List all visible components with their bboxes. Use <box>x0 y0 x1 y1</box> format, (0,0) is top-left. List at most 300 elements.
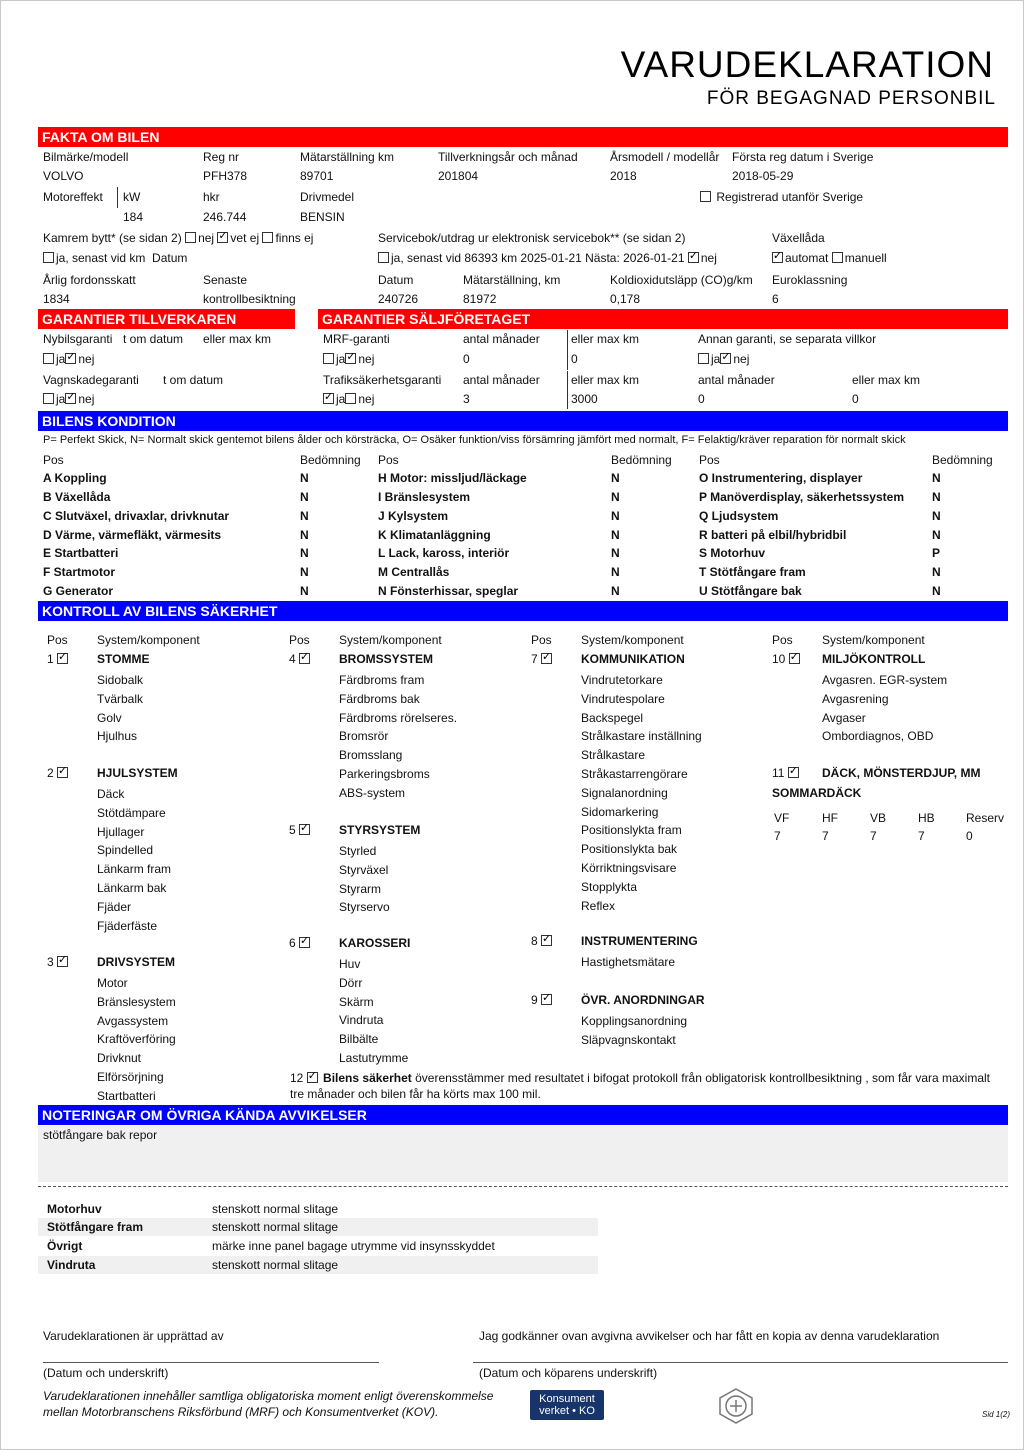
value-bilmarke: VOLVO <box>43 169 84 183</box>
group-6-item: Vindruta <box>339 1013 384 1027</box>
tyre-header: Reserv <box>966 811 1005 825</box>
deviation-label: Motorhuv <box>47 1202 102 1216</box>
label-senaste: Senaste <box>203 273 248 287</box>
group-10-pos <box>772 652 802 666</box>
group-number: 3 <box>47 955 54 969</box>
kondition-item-label: P Manöverdisplay, säkerhetssystem <box>699 490 904 504</box>
tyre-value: 7 <box>918 829 925 843</box>
value-euroklass: 6 <box>772 292 779 306</box>
value-trafik-manader: 3 <box>463 392 470 406</box>
group-5-item: Styrarm <box>339 882 381 896</box>
kondition-item-label: E Startbatteri <box>43 546 119 560</box>
kondition-item-label: O Instrumentering, displayer <box>699 471 863 485</box>
label-kw: kW <box>123 190 141 204</box>
vagnskada-ja-checkbox[interactable] <box>43 393 54 404</box>
kamrem-row <box>43 231 313 245</box>
annan-nej-checkbox[interactable] <box>720 353 731 364</box>
deviation-label: Vindruta <box>47 1258 96 1272</box>
value-arsmodell: 2018 <box>610 169 637 183</box>
group-4-title: BROMSSYSTEM <box>339 652 434 666</box>
group-number: 8 <box>531 934 538 948</box>
group-7-item: Stopplykta <box>581 880 638 894</box>
kondition-item-label: L Lack, kaross, interiör <box>378 546 510 560</box>
mrf-janej <box>323 352 374 366</box>
value-tillverkning: 201804 <box>438 169 479 183</box>
label-annan-garanti: Annan garanti, se separata villkor <box>698 332 877 346</box>
upprattad-label: Varudeklarationen är upprättad av <box>43 1329 224 1343</box>
group-12-checkbox[interactable] <box>307 1072 318 1083</box>
group-10-checkbox[interactable] <box>789 653 800 664</box>
section-sakerhet-heading: KONTROLL AV BILENS SÄKERHET <box>38 601 1008 621</box>
group-9-item: Släpvagnskontakt <box>581 1033 676 1047</box>
label-euroklass: Euroklassning <box>772 273 848 287</box>
nybil-ja-checkbox[interactable] <box>43 353 54 364</box>
kondition-item-value: N <box>932 528 941 542</box>
label-ja: ja <box>711 352 721 366</box>
mrf-nej-checkbox[interactable] <box>345 353 356 364</box>
logo-line-2: verket • KO <box>539 1405 595 1417</box>
kondition-legend: P= Perfekt Skick, N= Normalt skick gentemot bilens ålder och körsträcka, O= Osäker funktion/viss försämring jämfört med normalt, F= Felaktig/kräver reparation för normalt skick <box>43 434 906 446</box>
label-datum: Datum <box>152 251 188 265</box>
section-noteringar-heading: NOTERINGAR OM ÖVRIGA KÄNDA AVVIKELSER <box>38 1105 1008 1125</box>
group-1-item: Tvärbalk <box>97 692 144 706</box>
tyre-value: 0 <box>966 829 973 843</box>
group-number: 1 <box>47 652 54 666</box>
group-9-checkbox[interactable] <box>541 994 552 1005</box>
label-nej: nej <box>198 231 215 245</box>
group-number: 4 <box>289 652 296 666</box>
group-1-item: Hjulhus <box>97 729 138 743</box>
group-11-subtitle: SOMMARDÄCK <box>772 786 862 800</box>
kondition-item-value: N <box>611 546 620 560</box>
value-regnr: PFH378 <box>203 169 248 183</box>
kondition-item-value: N <box>300 471 309 485</box>
kondition-item-label: A Koppling <box>43 471 107 485</box>
sakerhet-pos-header: Pos <box>531 633 552 647</box>
kondition-item-label: U Stötfångare bak <box>699 584 802 598</box>
group-6-pos <box>289 936 312 950</box>
mrf-ja-checkbox[interactable] <box>323 353 334 364</box>
group-number: 7 <box>531 652 538 666</box>
servicebok-ja-checkbox[interactable] <box>378 252 389 263</box>
group-11-pos <box>772 766 801 780</box>
label-ja: ja <box>336 392 346 406</box>
kondition-item-value: P <box>932 546 941 560</box>
group-6-item: Lastutrymme <box>339 1051 409 1065</box>
group-7-item: Reflex <box>581 899 616 913</box>
group-8-item: Hastighetsmätare <box>581 955 676 969</box>
sakerhet-pos-header: Pos <box>289 633 310 647</box>
group-number: 2 <box>47 766 54 780</box>
group-7-item: Strålkastare inställning <box>581 729 702 743</box>
label-antal-manader: antal månader <box>463 373 540 387</box>
kondition-bedomning-header: Bedömning <box>300 453 361 467</box>
group-7-item: Vindrutetorkare <box>581 673 663 687</box>
kondition-item-value: N <box>932 584 941 598</box>
label-nej: nej <box>733 352 750 366</box>
group-7-item: Positionslykta fram <box>581 823 682 837</box>
group-7-item: Signalanordning <box>581 786 668 800</box>
deviation-label: Övrigt <box>47 1239 83 1253</box>
tyre-header: VF <box>774 811 790 825</box>
kamrem-ja-row <box>43 251 187 265</box>
group-7-item: Stråkastarrengörare <box>581 767 688 781</box>
trafik-ja-checkbox[interactable] <box>323 393 334 404</box>
kamrem-vet-ej-checkbox[interactable] <box>217 232 228 243</box>
annan-janej <box>698 352 749 366</box>
group-number: 12 <box>290 1071 304 1085</box>
group-11-checkbox[interactable] <box>788 767 799 778</box>
label-tillverkning: Tillverkningsår och månad <box>438 150 578 164</box>
tyre-header: VB <box>870 811 887 825</box>
value-mrf-km: 0 <box>571 352 578 366</box>
group-5-title: STYRSYSTEM <box>339 823 421 837</box>
group-6-checkbox[interactable] <box>299 937 310 948</box>
group-7-item: Positionslykta bak <box>581 842 678 856</box>
value-drivmedel: BENSIN <box>300 210 345 224</box>
group-4-item: ABS-system <box>339 786 406 800</box>
group-7-item: Körriktningsvisare <box>581 861 677 875</box>
kamrem-ja-checkbox[interactable] <box>43 252 54 263</box>
group-2-item: Däck <box>97 787 125 801</box>
label-ja: ja <box>56 352 66 366</box>
kondition-item-value: N <box>611 471 620 485</box>
group-4-item: Färdbroms fram <box>339 673 425 687</box>
group-5-pos <box>289 823 312 837</box>
kondition-item-value: N <box>300 490 309 504</box>
deviation-value: stenskott normal slitage <box>212 1258 339 1272</box>
value-forsta-reg: 2018-05-29 <box>732 169 794 183</box>
document-subtitle: FÖR BEGAGNAD PERSONBIL <box>706 88 996 109</box>
servicebok-nej-checkbox[interactable] <box>688 252 699 263</box>
kondition-bedomning-header: Bedömning <box>932 453 993 467</box>
nybil-nej-checkbox[interactable] <box>65 353 76 364</box>
divider <box>117 187 118 208</box>
group-1-title: STOMME <box>97 652 150 666</box>
kondition-item-value: N <box>611 565 620 579</box>
kondition-item-label: K Klimatanläggning <box>378 528 491 542</box>
kondition-item-value: N <box>300 528 309 542</box>
group-2-item: Länkarm fram <box>97 862 172 876</box>
deviation-value: stenskott normal slitage <box>212 1220 339 1234</box>
group-4-item: Parkeringsbroms <box>339 767 430 781</box>
signature-line-buyer[interactable] <box>473 1362 1008 1363</box>
label-eller-max-km: eller max km <box>852 373 921 387</box>
value-skatt: 1834 <box>43 292 70 306</box>
group-2-checkbox[interactable] <box>57 767 68 778</box>
kondition-item-value: N <box>611 528 620 542</box>
kondition-item-label: H Motor: missljud/läckage <box>378 471 527 485</box>
trafik-nej-checkbox[interactable] <box>345 393 356 404</box>
label-mrf-garanti: MRF-garanti <box>323 332 390 346</box>
group-2-item: Stötdämpare <box>97 806 166 820</box>
datum-kopare-label: (Datum och köparens underskrift) <box>479 1366 658 1380</box>
label-hkr: hkr <box>203 190 220 204</box>
group-4-item: Färdbroms bak <box>339 692 420 706</box>
sakerhet-pos-header: Pos <box>772 633 793 647</box>
section-garantier-saljforetaget-heading: GARANTIER SÄLJFÖRETAGET <box>318 309 1008 329</box>
group-7-item: Sidomarkering <box>581 805 659 819</box>
kondition-item-value: N <box>611 509 620 523</box>
value-kw: 184 <box>123 210 144 224</box>
label-antal-manader: antal månader <box>698 373 775 387</box>
label-eller-max-km: eller max km <box>571 373 640 387</box>
signature-line-seller[interactable] <box>43 1362 379 1363</box>
group-5-item: Styrväxel <box>339 863 389 877</box>
kondition-item-label: B Växellåda <box>43 490 111 504</box>
group-1-pos <box>47 652 70 666</box>
group-10-item: Avgasren. EGR-system <box>822 673 948 687</box>
group-12-bold: Bilens säkerhet <box>323 1071 412 1085</box>
group-11-title: DÄCK, MÖNSTERDJUP, MM <box>822 766 981 780</box>
group-1-checkbox[interactable] <box>57 653 68 664</box>
nybil-janej <box>43 352 94 366</box>
value-annan-km: 0 <box>852 392 859 406</box>
label-koldioxid: Koldioxidutsläpp (CO)g/km <box>610 273 753 287</box>
label-vet-ej: vet ej <box>230 231 260 245</box>
label-automat: automat <box>785 251 829 265</box>
notes-area[interactable] <box>38 1126 1008 1182</box>
kondition-item-value: N <box>300 509 309 523</box>
group-7-title: KOMMUNIKATION <box>581 652 685 666</box>
label-besikt-matar: Mätarställning, km <box>463 273 561 287</box>
value-matarstallning: 89701 <box>300 169 334 183</box>
group-3-item: Elförsörjning <box>97 1070 164 1084</box>
group-10-title: MILJÖKONTROLL <box>822 652 926 666</box>
label-regnr: Reg nr <box>203 150 240 164</box>
label-ja: ja <box>56 392 66 406</box>
kondition-item-value: N <box>932 509 941 523</box>
label-t-om-datum: t om datum <box>123 332 184 346</box>
kondition-item-value: N <box>300 546 309 560</box>
group-1-item: Sidobalk <box>97 673 144 687</box>
label-service-ja: ja, senast vid 86393 km 2025-01-21 Nästa: 2026-01-21 <box>391 251 685 265</box>
kondition-item-value: N <box>932 490 941 504</box>
kondition-item-label: R batteri på elbil/hybridbil <box>699 528 847 542</box>
group-5-item: Styrservo <box>339 900 390 914</box>
group-6-item: Skärm <box>339 995 374 1009</box>
label-eller-max-km: eller max km <box>571 332 640 346</box>
group-4-checkbox[interactable] <box>299 653 310 664</box>
section-fakta-heading: FAKTA OM BILEN <box>38 127 1008 147</box>
label-eller-max-km: eller max km <box>203 332 272 346</box>
sakerhet-system-header: System/komponent <box>339 633 442 647</box>
group-3-item: Startbatteri <box>97 1089 156 1103</box>
trafik-janej <box>323 392 374 406</box>
page-number: Sid 1(2) <box>982 1410 1011 1419</box>
label-manuell: manuell <box>844 251 887 265</box>
value-mrf-manader: 0 <box>463 352 470 366</box>
label-forsta-reg: Första reg datum i Sverige <box>732 150 874 164</box>
sakerhet-system-header: System/komponent <box>97 633 200 647</box>
group-12-row <box>290 1071 990 1085</box>
group-2-item: Fjäderfäste <box>97 919 158 933</box>
kondition-item-value: N <box>300 565 309 579</box>
kondition-item-label: I Bränslesystem <box>378 490 471 504</box>
label-nej: nej <box>78 352 95 366</box>
group-6-item: Huv <box>339 957 361 971</box>
section-garantier-tillverkaren-heading: GARANTIER TILLVERKAREN <box>38 309 295 329</box>
group-5-item: Styrled <box>339 844 377 858</box>
automat-checkbox[interactable] <box>772 252 783 263</box>
registrerad-utanfor-checkbox[interactable] <box>700 190 863 204</box>
kondition-item-label: F Startmotor <box>43 565 115 579</box>
value-hkr: 246.744 <box>203 210 247 224</box>
group-number: 5 <box>289 823 296 837</box>
kondition-item-label: T Stötfångare fram <box>699 565 806 579</box>
kondition-item-label: D Värme, värmefläkt, värmesits <box>43 528 222 542</box>
divider <box>38 1186 1008 1187</box>
group-3-item: Motor <box>97 976 128 990</box>
group-2-pos <box>47 766 70 780</box>
label-arlig-skatt: Årlig fordonsskatt <box>43 273 136 287</box>
notes-text: stötfångare bak repor <box>43 1128 158 1142</box>
vaxellada-row <box>772 251 887 265</box>
kondition-item-label: M Centrallås <box>378 565 450 579</box>
kondition-item-label: C Slutväxel, drivaxlar, drivknutar <box>43 509 230 523</box>
group-12-text2: tre månader och bilen får ha körts max 100 mil. <box>290 1087 541 1101</box>
manuell-checkbox[interactable] <box>832 252 843 263</box>
label-kamrem: Kamrem bytt* (se sidan 2) <box>43 231 182 245</box>
kondition-item-value: N <box>932 565 941 579</box>
group-3-item: Bränslesystem <box>97 995 176 1009</box>
group-9-title: ÖVR. ANORDNINGAR <box>581 993 705 1007</box>
tyre-value: 7 <box>870 829 877 843</box>
datum-underskrift-label: (Datum och underskrift) <box>43 1366 169 1380</box>
annan-ja-checkbox[interactable] <box>698 353 709 364</box>
value-besikt-matar: 81972 <box>463 292 497 306</box>
sakerhet-system-header: System/komponent <box>581 633 684 647</box>
kamrem-nej-checkbox[interactable] <box>185 232 196 243</box>
group-7-item: Vindrutespolare <box>581 692 665 706</box>
group-8-title: INSTRUMENTERING <box>581 934 698 948</box>
label-besikt-datum: Datum <box>378 273 414 287</box>
godkanner-label: Jag godkänner ovan avgivna avvikelser och har fått en kopia av denna varudeklaration <box>479 1329 940 1343</box>
label-arsmodell: Årsmodell / modellår <box>610 150 720 164</box>
kondition-item-label: J Kylsystem <box>378 509 449 523</box>
group-2-item: Spindelled <box>97 843 154 857</box>
konsumentverket-logo <box>530 1390 604 1420</box>
deviation-value: märke inne panel bagage utrymme vid insynsskyddet <box>212 1239 495 1253</box>
group-8-checkbox[interactable] <box>541 935 552 946</box>
registrerad-label: Registrerad utanför Sverige <box>716 190 864 204</box>
label-ja: ja <box>336 352 346 366</box>
group-4-item: Bromsrör <box>339 729 389 743</box>
group-number: 6 <box>289 936 296 950</box>
value-besikt-datum: 240726 <box>378 292 419 306</box>
kondition-bedomning-header: Bedömning <box>611 453 672 467</box>
group-12-text: överensstämmer med resultatet i bifogat protokoll från obligatorisk kontrollbesiktning , som får vara maximalt <box>415 1071 991 1085</box>
label-nej: nej <box>700 251 717 265</box>
label-vagnskadegaranti: Vagnskadegaranti <box>43 373 139 387</box>
tyre-header: HF <box>822 811 838 825</box>
group-3-item: Kraftöverföring <box>97 1032 176 1046</box>
tyre-value: 7 <box>822 829 829 843</box>
kondition-item-label: Q Ljudsystem <box>699 509 779 523</box>
document-title: VARUDEKLARATION <box>620 44 994 85</box>
group-2-title: HJULSYSTEM <box>97 766 178 780</box>
sakerhet-pos-header: Pos <box>47 633 68 647</box>
label-matarstallning: Mätarställning km <box>300 150 395 164</box>
label-bilmarke: Bilmärke/modell <box>43 150 129 164</box>
mrf-seal-logo <box>716 1387 756 1428</box>
legal-text-1: Varudeklarationen innehåller samtliga obligatoriska moment enligt överenskommelse <box>43 1389 494 1403</box>
group-1-item: Golv <box>97 711 122 725</box>
tyre-value: 7 <box>774 829 781 843</box>
kondition-pos-header: Pos <box>43 453 64 467</box>
tyre-header: HB <box>918 811 935 825</box>
vagnskada-janej <box>43 392 94 406</box>
kondition-item-value: N <box>611 584 620 598</box>
label-antal-manader: antal månader <box>463 332 540 346</box>
group-7-checkbox[interactable] <box>541 653 552 664</box>
label-motoreffekt: Motoreffekt <box>43 190 103 204</box>
deviation-label: Stötfångare fram <box>47 1220 144 1234</box>
section-kondition-heading: BILENS KONDITION <box>38 411 1008 431</box>
label-ja-senast: ja, senast vid km <box>56 251 146 265</box>
legal-text-2: mellan Motorbranschens Riksförbund (MRF) och Konsumentverket (KOV). <box>43 1405 439 1419</box>
group-2-item: Länkarm bak <box>97 881 167 895</box>
kondition-pos-header: Pos <box>378 453 399 467</box>
kondition-item-label: G Generator <box>43 584 114 598</box>
kondition-item-value: N <box>932 471 941 485</box>
label-servicebok: Servicebok/utdrag ur elektronisk servicebok** (se sidan 2) <box>378 231 686 245</box>
group-7-item: Backspegel <box>581 711 644 725</box>
label-nybilsgaranti: Nybilsgaranti <box>43 332 113 346</box>
value-koldioxid: 0,178 <box>610 292 641 306</box>
divider <box>567 371 568 409</box>
group-10-item: Avgasrening <box>822 692 889 706</box>
group-4-item: Färdbroms rörelseres. <box>339 711 458 725</box>
group-3-checkbox[interactable] <box>57 956 68 967</box>
group-7-pos <box>531 652 554 666</box>
group-7-item: Strålkastare <box>581 748 646 762</box>
group-2-item: Fjäder <box>97 900 132 914</box>
group-3-title: DRIVSYSTEM <box>97 955 176 969</box>
group-number: 9 <box>531 993 538 1007</box>
group-3-pos <box>47 955 70 969</box>
group-10-item: Ombordiagnos, OBD <box>822 729 934 743</box>
kondition-item-value: N <box>300 584 309 598</box>
kondition-item-value: N <box>611 490 620 504</box>
sakerhet-system-header: System/komponent <box>822 633 925 647</box>
label-finns-ej: finns ej <box>275 231 314 245</box>
group-6-title: KAROSSERI <box>339 936 411 950</box>
group-6-item: Dörr <box>339 976 363 990</box>
vagnskada-nej-checkbox[interactable] <box>65 393 76 404</box>
value-trafik-km: 3000 <box>571 392 598 406</box>
label-vaxellada: Växellåda <box>772 231 825 245</box>
kondition-item-label: N Fönsterhissar, speglar <box>378 584 519 598</box>
servicebok-row <box>378 251 717 265</box>
label-nej: nej <box>78 392 95 406</box>
group-4-pos <box>289 652 312 666</box>
logo-line-1: Konsument <box>539 1393 595 1405</box>
deviation-value: stenskott normal slitage <box>212 1202 339 1216</box>
kamrem-finns-ej-checkbox[interactable] <box>262 232 273 243</box>
group-3-item: Drivknut <box>97 1051 142 1065</box>
group-9-item: Kopplingsanordning <box>581 1014 688 1028</box>
group-10-item: Avgaser <box>822 711 866 725</box>
group-3-item: Avgassystem <box>97 1014 169 1028</box>
divider <box>567 330 568 370</box>
label-kontrollbesiktning: kontrollbesiktning <box>203 292 296 306</box>
label-t-om-datum: t om datum <box>163 373 224 387</box>
group-5-checkbox[interactable] <box>299 824 310 835</box>
group-2-item: Hjullager <box>97 825 145 839</box>
label-drivmedel: Drivmedel <box>300 190 355 204</box>
group-4-item: Bromsslang <box>339 748 403 762</box>
